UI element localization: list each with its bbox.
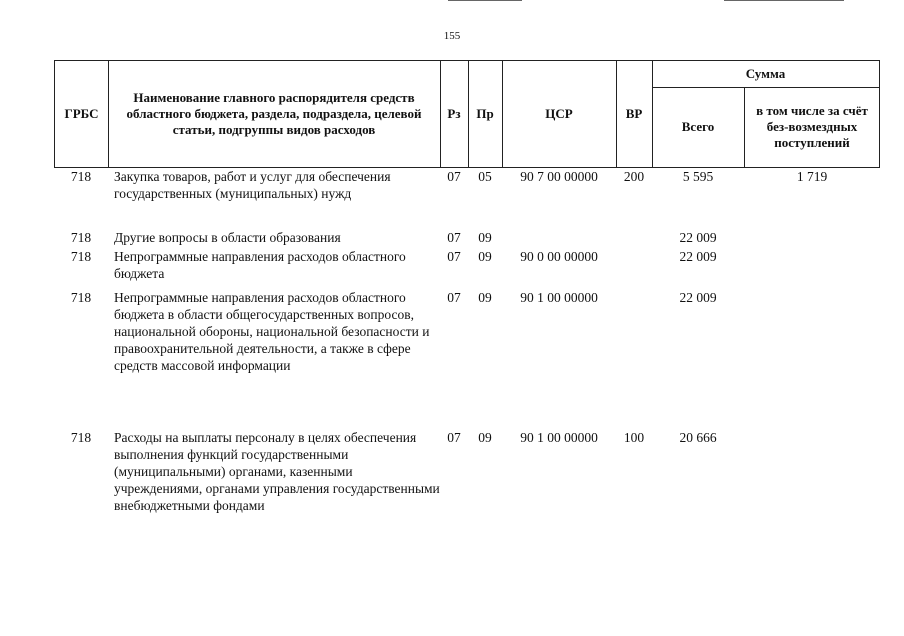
cell-name: Расходы на выплаты персоналу в целях обеспечения выполнения функций государственными (муниципальными) органами, казенными учреждениями, органами управления государственными внебюджетными фондами xyxy=(114,430,440,513)
header-name: Наименование главного распорядителя средств областного бюджета, раздела, подраздела, целевой статьи, подгруппы видов расходов xyxy=(126,90,422,137)
cell-pr: 09 xyxy=(478,430,492,445)
cell-name: Непрограммные направления расходов областного бюджета xyxy=(114,249,406,281)
header-sum: Сумма xyxy=(745,66,786,81)
header-total: Всего xyxy=(681,119,715,134)
cell-rz: 07 xyxy=(447,230,461,245)
cell-rz: 07 xyxy=(447,290,461,305)
header-divider xyxy=(744,87,745,167)
header-rz: Рз xyxy=(447,106,461,121)
cell-rz: 07 xyxy=(447,169,461,184)
cell-grbs: 718 xyxy=(70,290,92,305)
table-header xyxy=(54,60,880,168)
header-vr: ВР xyxy=(625,106,643,121)
page-number: 155 xyxy=(443,30,461,42)
cell-csr: 90 0 00 00000 xyxy=(520,249,598,264)
top-rule-right xyxy=(724,0,844,1)
cell-rz: 07 xyxy=(447,430,461,445)
cell-rz: 07 xyxy=(447,249,461,264)
cell-vr: 100 xyxy=(623,430,645,445)
cell-free: 1 719 xyxy=(796,169,828,184)
header-divider xyxy=(108,61,109,167)
cell-name: Закупка товаров, работ и услуг для обеспечения государственных (муниципальных) нужд xyxy=(114,169,391,201)
cell-csr: 90 7 00 00000 xyxy=(520,169,598,184)
cell-total: 22 009 xyxy=(679,290,717,305)
header-csr: ЦСР xyxy=(545,106,573,121)
cell-grbs: 718 xyxy=(70,230,92,245)
cell-name: Непрограммные направления расходов областного бюджета в области общегосударственных вопросов, национальной обороны, национальной безопасности и правоохранительной деятельности, а также в сфере средств массовой информации xyxy=(114,290,430,373)
cell-grbs: 718 xyxy=(70,169,92,184)
cell-pr: 09 xyxy=(478,290,492,305)
cell-csr: 90 1 00 00000 xyxy=(520,430,598,445)
header-free: в том числе за счёт без-возмездных поступлений xyxy=(756,103,868,150)
cell-total: 22 009 xyxy=(679,230,717,245)
cell-pr: 09 xyxy=(478,249,492,264)
cell-grbs: 718 xyxy=(70,430,92,445)
cell-total: 5 595 xyxy=(682,169,714,184)
cell-total: 22 009 xyxy=(679,249,717,264)
cell-grbs: 718 xyxy=(70,249,92,264)
header-pr: Пр xyxy=(476,106,494,121)
cell-pr: 09 xyxy=(478,230,492,245)
header-grbs: ГРБС xyxy=(64,106,99,121)
cell-total: 20 666 xyxy=(679,430,717,445)
top-rule-left xyxy=(448,0,522,1)
cell-vr: 200 xyxy=(623,169,645,184)
cell-pr: 05 xyxy=(478,169,492,184)
cell-name: Другие вопросы в области образования xyxy=(114,230,341,245)
cell-csr: 90 1 00 00000 xyxy=(520,290,598,305)
